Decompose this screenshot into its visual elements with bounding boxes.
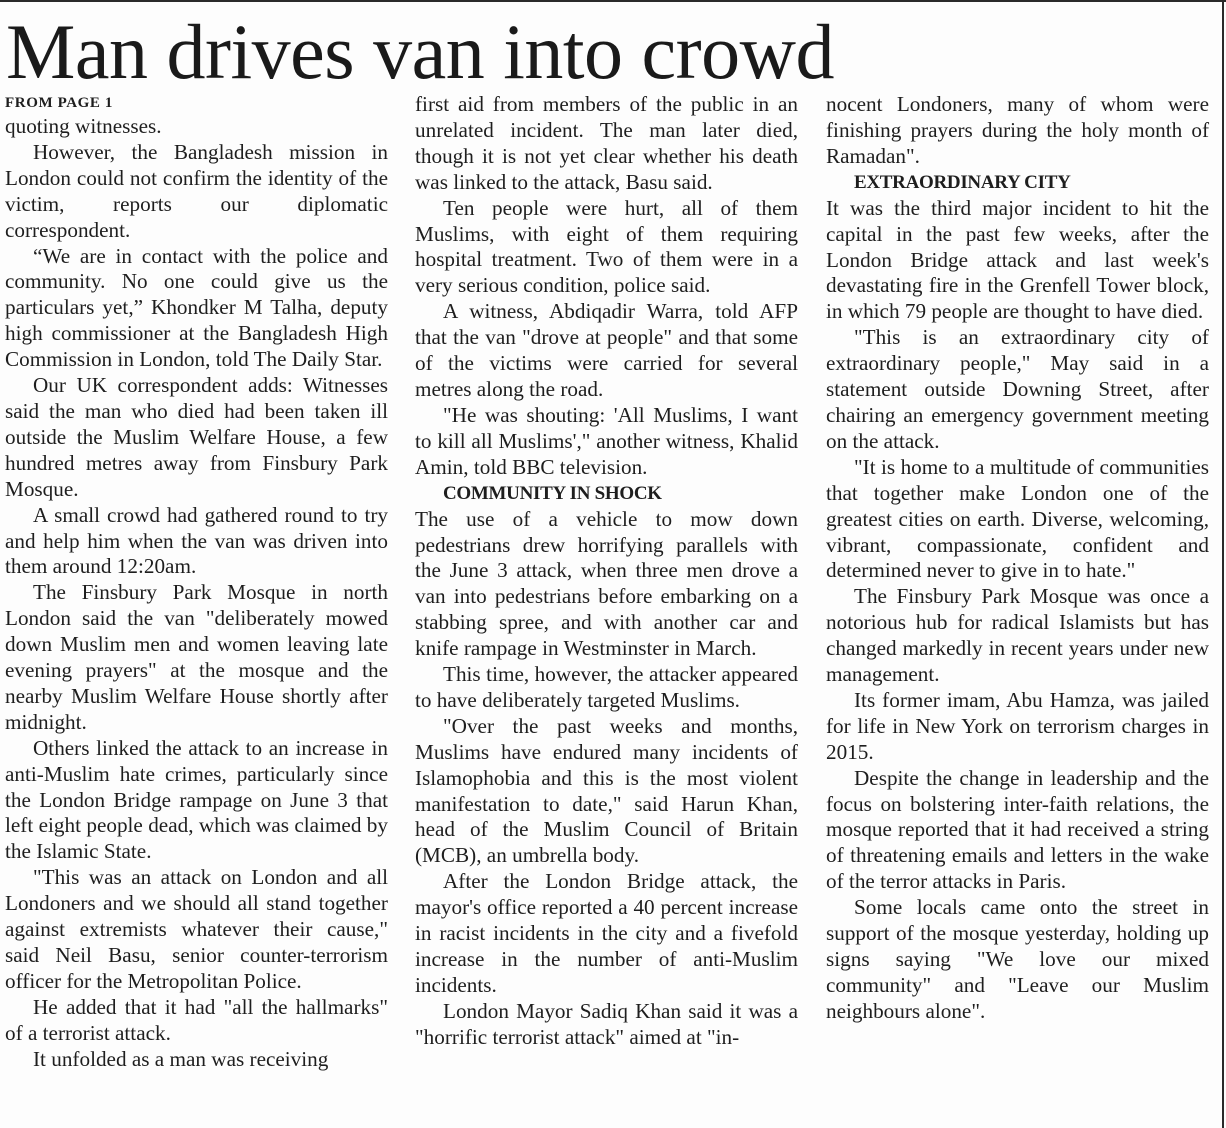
paragraph: Some locals came onto the street in support of the mosque yesterday, holding up signs saying "We love our mixed community" and "Leave our Muslim neighbours alone". [826,895,1209,1023]
paragraph: It unfolded as a man was receiving [33,1046,329,1071]
paragraph: "This is an extraordinary city of extraordinary people," May said in a statement outside Downing Street, after chairing an emergency government meeting on the attack. [826,325,1209,453]
paragraph: "Over the past weeks and months, Muslims have endured many incidents of Islamophobia and this is the most violent manifestation to date," said Harun Khan, head of the Muslim Council of Britain (MCB), an umbrella body. [415,713,798,868]
subhead-community-in-shock: COMMUNITY IN SHOCK [443,482,662,504]
top-border-rule [0,0,1226,2]
subhead-extraordinary-city: EXTRAORDINARY CITY [854,171,1071,193]
paragraph: first aid from members of the public in an unrelated incident. The man later died, though it is not yet clear whether his death was linked to the attack, Basu said. [415,92,798,194]
paragraph: Despite the change in leadership and the focus on bolstering inter-faith relations, the mosque reported that it had received a string of threatening emails and letters in the wake of the terror attacks in Paris. [826,765,1209,894]
paragraph: "He was shouting: 'All Muslims, I want to kill all Muslims'," another witness, Khalid Amin, told BBC television. [415,402,798,479]
kicker-from-page-1: FROM PAGE 1 [5,95,113,111]
paragraph: The use of a vehicle to mow down pedestrians drew horrifying parallels with the June 3 attack, when three men drove a van into pedestrians before embarking on a stabbing spree, and with another car and knife rampage in Westminster in March. [415,506,798,661]
article-column-2 [415,92,798,1051]
paragraph: "This was an attack on London and all Londoners and we should all stand together against extremists whatever their cause," said Neil Basu, senior counter-terrorism officer for the Metropolitan Police. [5,865,388,993]
paragraph: A small crowd had gathered round to try and help him when the van was driven into them around 12:20am. [5,502,388,579]
paragraph: quoting witnesses. [5,114,162,138]
article-column-1 [5,92,388,1073]
headline: Man drives van into crowd [6,8,834,95]
right-border-rule [1222,0,1224,1128]
paragraph: “We are in contact with the police and community. No one could give us the particulars yet,” Khondker M Talha, deputy high commissioner at the Bangladesh High Commission in London, told The Daily Star. [5,243,388,372]
paragraph: Ten people were hurt, all of them Muslims, with eight of them requiring hospital treatment. Two of them were in a very serious condition, police said. [415,195,798,298]
paragraph: After the London Bridge attack, the mayor's office reported a 40 percent increase in racist incidents in the city and a fivefold increase in the number of anti-Muslim incidents. [415,869,798,997]
paragraph: The Finsbury Park Mosque in north London said the van "deliberately mowed down Muslim men and women leaving late evening prayers" at the mosque and the nearby Muslim Welfare House shortly after midnight. [5,580,388,734]
paragraph: nocent Londoners, many of whom were finishing prayers during the holy month of Ramadan". [826,92,1209,168]
paragraph: Our UK correspondent adds: Witnesses said the man who died had been taken ill outside the Muslim Welfare House, a few hundred metres away from Finsbury Park Mosque. [5,373,388,501]
paragraph: However, the Bangladesh mission in London could not confirm the identity of the victim, reports our diplomatic correspondent. [5,139,388,242]
paragraph: "It is home to a multitude of communities that together make London one of the greatest cities on earth. Diverse, welcoming, vibrant, compassionate, confident and determined never to give in to hate." [826,454,1209,583]
paragraph: He added that it had "all the hallmarks" of a terrorist attack. [5,994,388,1045]
paragraph: It was the third major incident to hit the capital in the past few weeks, after the London Bridge attack and last week's devastating fire in the Grenfell Tower block, in which 79 people are thought to have died. [826,195,1209,324]
paragraph: The Finsbury Park Mosque was once a notorious hub for radical Islamists but has changed markedly in recent years under new management. [826,584,1209,687]
paragraph: Its former imam, Abu Hamza, was jailed for life in New York on terrorism charges in 2015. [826,687,1209,764]
paragraph: A witness, Abdiqadir Warra, told AFP that the van "drove at people" and that some of the victims were carried for several metres along the road. [415,299,798,401]
paragraph: London Mayor Sadiq Khan said it was a "horrific terrorist attack" aimed at "in- [415,998,798,1049]
paragraph: Others linked the attack to an increase in anti-Muslim hate crimes, particularly since the London Bridge rampage on June 3 that left eight people dead, which was claimed by the Islamic State. [5,735,388,864]
paragraph: This time, however, the attacker appeared to have deliberately targeted Muslims. [415,662,798,712]
article-column-3 [826,92,1209,1025]
